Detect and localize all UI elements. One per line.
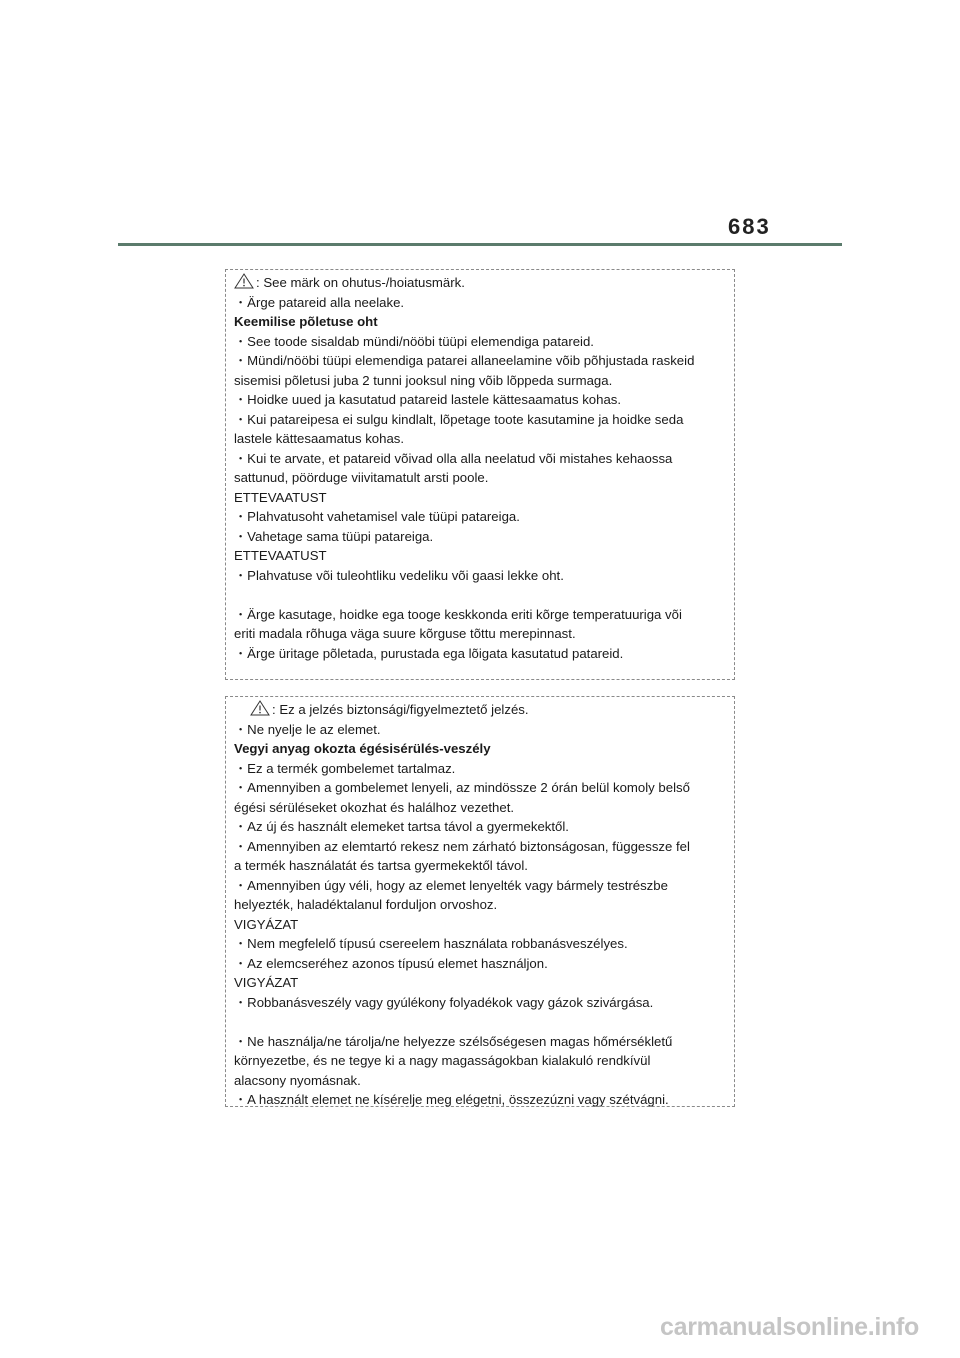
section-heading: Vegyi anyag okozta égésisérülés-veszély — [234, 741, 491, 756]
text-line: sisemisi põletusi juba 2 tunni jooksul ning võib lõppeda surmaga. — [234, 372, 613, 388]
section-heading: ETTEVAATUST — [234, 489, 327, 505]
section-heading: VIGYÁZAT — [234, 975, 299, 990]
text-line: ・Amennyiben az elemtartó rekesz nem zárható biztonságosan, függessze fel — [234, 838, 690, 854]
text-line: ・Hoidke uued ja kasutatud patareid lastele kättesaamatus kohas. — [234, 392, 622, 407]
text-line: környezetbe, és ne tegye ki a nagy magasságokban kialakuló rendkívül — [234, 1053, 651, 1068]
warning-box-estonian-content — [234, 273, 730, 663]
text-line: ・Ne nyelje le az elemet. — [234, 721, 381, 737]
text-line: ・Ärge üritage põletada, purustada ega lõigata kasutatud patareid. — [234, 645, 624, 661]
text-line: ・Az elemcseréhez azonos típusú elemet használjon. — [234, 955, 548, 971]
text-line: alacsony nyomásnak. — [234, 1072, 361, 1088]
text-line: ・Amennyiben a gombelemet lenyeli, az mindössze 2 órán belül komoly belső — [234, 780, 690, 795]
text-line: ・Robbanásveszély vagy gyúlékony folyadékok vagy gázok szivárgása. — [234, 994, 654, 1010]
text-line: ・Plahvatuse või tuleohtliku vedeliku või gaasi lekke oht. — [234, 567, 564, 583]
warning-symbol-note — [234, 273, 730, 293]
text-line: ・Kui patareipesa ei sulgu kindlalt, lõpetage toote kasutamine ja hoidke seda — [234, 411, 684, 427]
text-line: ・Ne használja/ne tárolja/ne helyezze szélsőségesen magas hőmérsékletű — [234, 1033, 673, 1049]
text-line: ・A használt elemet ne kísérelje meg elégetni, összezúzni vagy szétvágni. — [234, 1092, 669, 1107]
text-line: ・Plahvatusoht vahetamisel vale tüüpi patareiga. — [234, 509, 520, 524]
text-line: égési sérüléseket okozhat és halálhoz vezethet. — [234, 799, 515, 815]
text-line: ・Kui te arvate, et patareid võivad olla alla neelatud või mistahes kehaossa — [234, 450, 673, 466]
text-line: ・Ärge patareid alla neelake. — [234, 294, 405, 310]
text-line: ・Amennyiben úgy véli, hogy az elemet lenyelték vagy bármely testrészbe — [234, 877, 668, 893]
warning-triangle-icon — [234, 273, 254, 289]
text-line: ・Ärge kasutage, hoidke ega tooge keskkonda eriti kõrge temperatuuriga või — [234, 606, 682, 622]
warning-box-hungarian — [225, 696, 735, 1107]
watermark: carmanualsonline.info — [660, 1313, 920, 1341]
warning-triangle-icon — [250, 700, 270, 716]
text-line: helyezték, haladéktalanul forduljon orvoshoz. — [234, 897, 498, 912]
warning-box-estonian — [225, 269, 735, 680]
section-heading: ETTEVAATUST — [234, 548, 327, 563]
section-heading: Keemilise põletuse oht — [234, 314, 378, 329]
blank-line — [234, 585, 730, 605]
warning-symbol-note-text: : See märk on ohutus-/hoiatusmärk. — [256, 275, 465, 290]
text-line: a termék használatát és tartsa gyermekektől távol. — [234, 858, 528, 873]
text-line: ・Nem megfelelő típusú csereelem használata robbanásveszélyes. — [234, 936, 628, 951]
text-line: ・Vahetage sama tüüpi patareiga. — [234, 528, 434, 544]
text-line: lastele kättesaamatus kohas. — [234, 431, 405, 446]
page-number: 683 — [728, 214, 771, 239]
header-rule — [118, 243, 842, 246]
warning-box-hungarian-content — [234, 700, 730, 1110]
text-line: ・Az új és használt elemeket tartsa távol a gyermekektől. — [234, 819, 569, 834]
warning-symbol-note-text: : Ez a jelzés biztonsági/figyelmeztető jelzés. — [272, 702, 529, 717]
text-line: eriti madala rõhuga väga suure kõrguse tõttu merepinnast. — [234, 626, 576, 641]
warning-symbol-note — [234, 700, 730, 720]
text-line: ・See toode sisaldab mündi/nööbi tüüpi elemendiga patareid. — [234, 333, 594, 349]
text-line: ・Mündi/nööbi tüüpi elemendiga patarei allaneelamine võib põhjustada raskeid — [234, 353, 695, 368]
blank-line — [234, 1012, 730, 1032]
text-line: ・Ez a termék gombelemet tartalmaz. — [234, 760, 456, 776]
section-heading: VIGYÁZAT — [234, 916, 299, 932]
text-line: sattunud, pöörduge viivitamatult arsti poole. — [234, 470, 489, 485]
